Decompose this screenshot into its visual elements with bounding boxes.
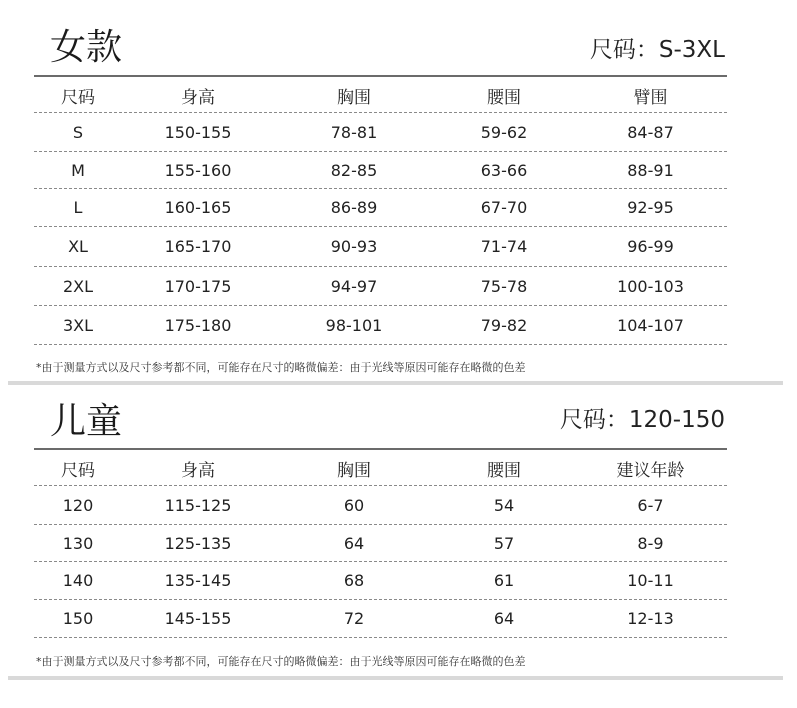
kids-size-range: 尺码：120-150 (559, 407, 725, 433)
kids-top-rule (34, 448, 727, 450)
chest-cell: 60 (343, 495, 365, 515)
size-cell: 2XL (62, 276, 94, 296)
waist-cell: 57 (493, 533, 515, 553)
waist-cell: 63-66 (480, 160, 528, 180)
table-row (34, 227, 727, 267)
table-row (34, 600, 727, 638)
waist-cell: 71-74 (480, 237, 528, 256)
height-cell: 155-160 (164, 160, 232, 180)
size-cell: M (71, 160, 85, 180)
chest-cell: 94-97 (330, 276, 378, 296)
height-cell: 170-175 (164, 276, 232, 296)
kids-title: 儿童 (50, 401, 123, 442)
height-cell: 125-135 (164, 533, 232, 553)
arm-cell: 104-107 (617, 315, 684, 335)
women-disclaimer-note: *由于测量方式以及尺寸参考都不同，可能存在尺寸的略微偏差：由于光线等原因可能存在略微的色差 (36, 361, 526, 374)
table-row (34, 306, 727, 345)
bottom-divider (8, 676, 783, 680)
waist-cell: 61 (493, 571, 515, 590)
header-height: 身高 (181, 87, 215, 108)
height-cell: 175-180 (164, 315, 232, 335)
size-cell: 3XL (62, 315, 94, 335)
header-chest: 胸围 (337, 460, 371, 481)
waist-cell: 67-70 (480, 198, 528, 217)
size-cell: 150 (62, 609, 94, 628)
chest-cell: 68 (343, 571, 365, 590)
size-cell: 140 (62, 571, 94, 590)
waist-cell: 54 (493, 495, 515, 515)
arm-cell: 100-103 (617, 276, 684, 296)
chest-cell: 86-89 (330, 198, 378, 217)
chest-cell: 64 (343, 533, 365, 553)
arm-cell: 92-95 (627, 198, 674, 217)
table-row (34, 189, 727, 227)
size-cell: 120 (62, 495, 94, 515)
kids-disclaimer-note: *由于测量方式以及尺寸参考都不同，可能存在尺寸的略微偏差：由于光线等原因可能存在略微的色差 (36, 655, 526, 668)
height-cell: 150-155 (164, 122, 232, 142)
age-cell: 6-7 (637, 495, 664, 515)
table-row (34, 113, 727, 152)
header-waist: 腰围 (487, 460, 521, 481)
kids-size-table (34, 451, 727, 638)
table-row (34, 562, 727, 600)
size-cell: S (72, 122, 84, 142)
chest-cell: 72 (343, 609, 365, 628)
waist-cell: 59-62 (480, 122, 528, 142)
chest-cell: 98-101 (325, 315, 383, 335)
age-cell: 12-13 (627, 609, 674, 628)
age-cell: 10-11 (627, 571, 674, 590)
table-row (34, 267, 727, 306)
women-size-range: 尺码：S-3XL (589, 37, 725, 63)
header-chest: 胸围 (337, 87, 371, 108)
table-row (34, 525, 727, 562)
header-size: 尺码 (61, 460, 95, 481)
chest-cell: 82-85 (330, 160, 378, 180)
height-cell: 145-155 (164, 609, 232, 628)
header-height: 身高 (181, 460, 215, 481)
chest-cell: 78-81 (330, 122, 378, 142)
header-waist: 腰围 (487, 87, 521, 108)
section-divider (8, 381, 783, 385)
women-top-rule (34, 75, 727, 77)
table-row (34, 152, 727, 189)
header-size: 尺码 (61, 87, 95, 108)
table-row (34, 486, 727, 525)
size-cell: XL (68, 237, 88, 256)
waist-cell: 64 (493, 609, 515, 628)
women-title: 女款 (50, 27, 123, 68)
header-age: 建议年龄 (616, 460, 685, 481)
women-size-table (34, 78, 727, 345)
size-cell: 130 (62, 533, 94, 553)
size-cell: L (73, 198, 83, 217)
height-cell: 135-145 (164, 571, 232, 590)
arm-cell: 96-99 (627, 237, 674, 256)
waist-cell: 79-82 (480, 315, 528, 335)
height-cell: 115-125 (164, 495, 232, 515)
height-cell: 160-165 (164, 198, 232, 217)
age-cell: 8-9 (637, 533, 664, 553)
waist-cell: 75-78 (480, 276, 528, 296)
arm-cell: 88-91 (627, 160, 674, 180)
arm-cell: 84-87 (627, 122, 674, 142)
header-arm: 臂围 (633, 87, 668, 108)
height-cell: 165-170 (164, 237, 232, 256)
kids-header-row (34, 451, 727, 486)
women-header-row (34, 78, 727, 113)
chest-cell: 90-93 (330, 237, 378, 256)
